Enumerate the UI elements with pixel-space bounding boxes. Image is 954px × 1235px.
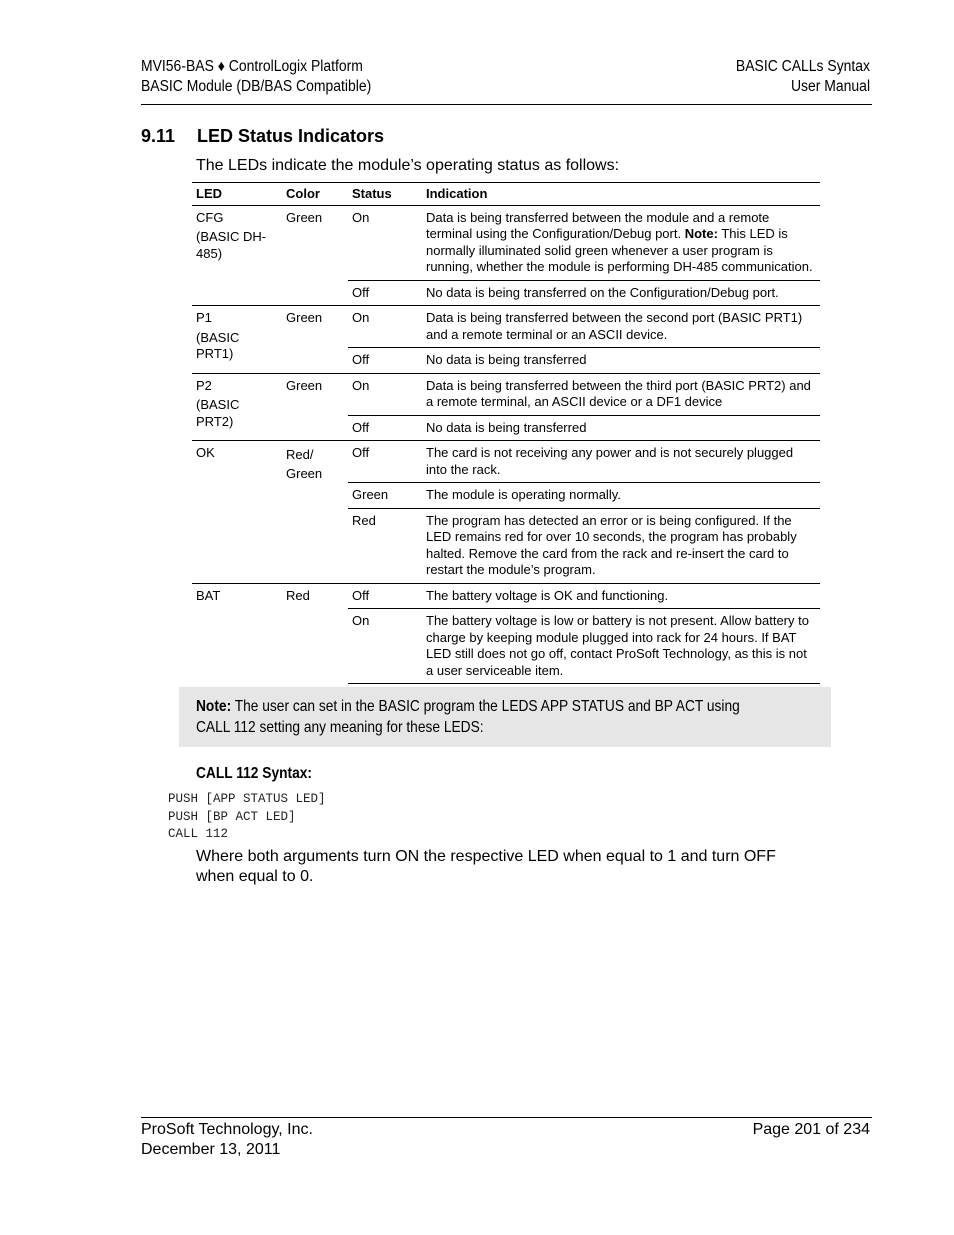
- section-title: LED Status Indicators: [197, 126, 385, 146]
- color-cell: Green: [282, 205, 348, 306]
- led-port: (BASIC PRT1): [196, 329, 240, 361]
- section-intro: The LEDs indicate the module’s operating status as follows:: [196, 157, 620, 174]
- status-cell: On: [348, 205, 422, 280]
- running-header-right: [736, 57, 870, 97]
- status-cell: On: [348, 609, 422, 684]
- table-row: [192, 441, 820, 483]
- indication-cell: The battery voltage is low or battery is not present. Allow battery to charge by keeping module plugged into rack for 24 hours. If BAT LED still does not go off, contact ProSoft Technology, as this is not a user serviceable item.: [422, 609, 820, 684]
- indication-cell: No data is being transferred: [422, 415, 820, 441]
- status-cell: Green: [348, 483, 422, 509]
- led-cell: [192, 205, 282, 306]
- indication-cell: The program has detected an error or is being configured. If the LED remains red for over 10 seconds, the program has probably halted. Remove the card from the rack and re-insert the card to restart the module’s program.: [422, 508, 820, 583]
- running-header-left: [141, 57, 371, 97]
- color-cell: Red/ Green: [282, 441, 348, 584]
- status-cell: Off: [348, 280, 422, 306]
- color-cell: Red: [282, 583, 348, 684]
- column-header-status: Status: [348, 183, 422, 206]
- header-module-line: BASIC Module (DB/BAS Compatible): [141, 78, 372, 95]
- footer-date: December 13, 2011: [141, 1140, 281, 1158]
- table-row: [192, 205, 820, 280]
- led-port: (BASIC PRT2): [196, 397, 240, 429]
- status-cell: On: [348, 306, 422, 348]
- footer-company: ProSoft Technology, Inc.: [141, 1121, 313, 1138]
- indication-cell: The module is operating normally.: [422, 483, 820, 509]
- body-paragraph: Where both arguments turn ON the respective LED when equal to 1 and turn OFF when equal to 0.: [196, 848, 776, 885]
- table-row: [192, 306, 820, 348]
- led-name: P2: [196, 377, 212, 393]
- status-cell: On: [348, 373, 422, 415]
- footer-left: [141, 1120, 313, 1159]
- color-cell: Green: [282, 373, 348, 441]
- code-block: [168, 791, 326, 844]
- led-cell: [192, 583, 282, 684]
- footer-divider: [141, 1117, 872, 1118]
- status-cell: Off: [348, 441, 422, 483]
- code-line: PUSH [APP STATUS LED]: [168, 792, 326, 806]
- column-header-led: LED: [192, 183, 282, 206]
- status-cell: Off: [348, 348, 422, 374]
- call-syntax-heading: CALL 112 Syntax:: [196, 765, 312, 782]
- indication-cell: Data is being transferred between the second port (BASIC PRT1) and a remote terminal or an ASCII device.: [422, 306, 820, 348]
- indication-cell: Data is being transferred between the module and a remote terminal using the Configuration/Debug port. Note: This LED is normally illuminated solid green whenever a user program is running, whether the module is performing DH-485 communication.: [422, 205, 820, 280]
- table-header-row: [192, 183, 820, 206]
- color-cell: Green: [282, 306, 348, 374]
- column-header-color: Color: [282, 183, 348, 206]
- led-name: OK: [196, 445, 215, 460]
- status-cell: Red: [348, 508, 422, 583]
- inline-note-label: Note:: [684, 226, 718, 241]
- code-line: CALL 112: [168, 827, 229, 841]
- note-callout: [179, 687, 831, 747]
- indication-cell: Data is being transferred between the third port (BASIC PRT2) and a remote terminal, an ASCII device or a DF1 device: [422, 373, 820, 415]
- header-product-line: MVI56-BAS ♦ ControlLogix Platform: [141, 58, 363, 75]
- header-divider: [141, 104, 872, 105]
- led-status-table: [192, 182, 820, 684]
- page-number: Page 201 of 234: [752, 1121, 870, 1138]
- led-name: P1: [196, 310, 212, 325]
- status-cell: Off: [348, 415, 422, 441]
- status-cell: Off: [348, 583, 422, 609]
- table-row: [192, 583, 820, 609]
- led-cell: [192, 306, 282, 374]
- indication-cell: The battery voltage is OK and functioning.: [422, 583, 820, 609]
- table-row: [192, 373, 820, 415]
- led-name: CFG: [196, 209, 224, 225]
- header-chapter-title: BASIC CALLs Syntax: [735, 58, 870, 75]
- column-header-indication: Indication: [422, 183, 820, 206]
- note-label: Note:: [196, 698, 232, 715]
- led-port: (BASIC DH-485): [196, 229, 267, 261]
- code-line: PUSH [BP ACT LED]: [168, 809, 296, 824]
- indication-cell: The card is not receiving any power and is not securely plugged into the rack.: [422, 441, 820, 483]
- led-cell: [192, 373, 282, 441]
- led-cell: [192, 441, 282, 584]
- section-heading: [141, 126, 384, 147]
- indication-cell: No data is being transferred on the Configuration/Debug port.: [422, 280, 820, 306]
- indication-cell: No data is being transferred: [422, 348, 820, 374]
- header-manual-type: User Manual: [790, 78, 870, 95]
- note-text: Note: The user can set in the BASIC program the LEDS APP STATUS and BP ACT using CALL 112 setting any meaning for these LEDS:: [196, 698, 740, 736]
- led-name: BAT: [196, 587, 221, 603]
- section-number: 9.11: [141, 126, 176, 146]
